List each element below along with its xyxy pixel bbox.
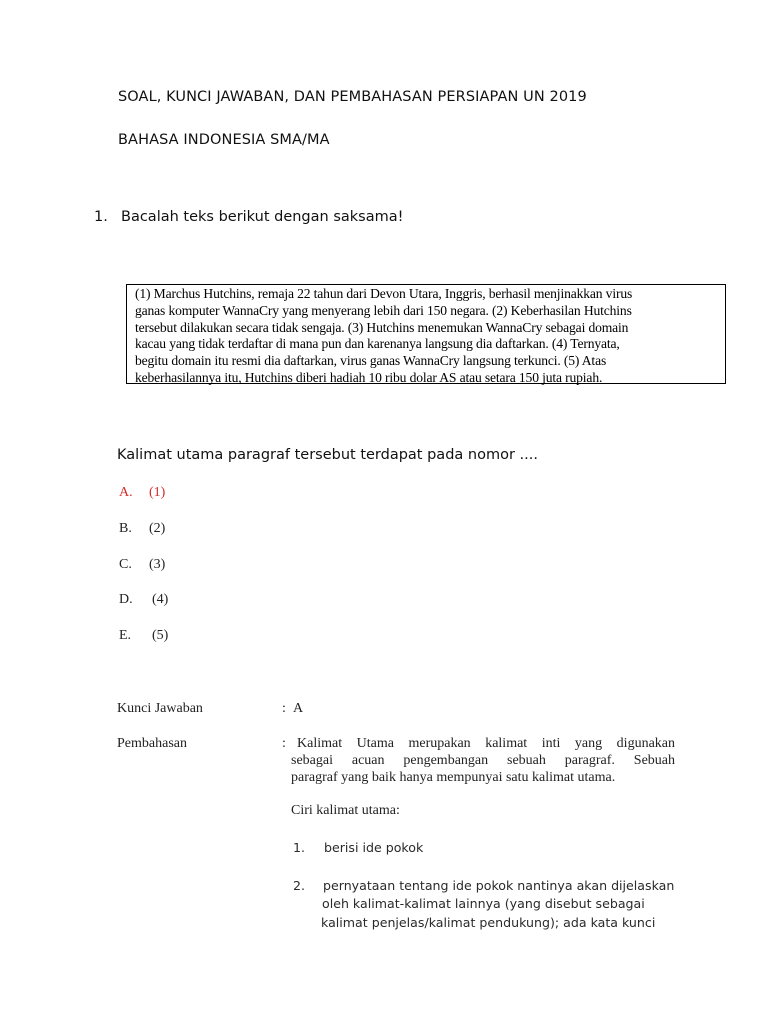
option-value: (5) bbox=[152, 628, 169, 643]
explanation-line: sebagai acuan pengembangan sebuah paragraf. Sebuah bbox=[291, 752, 675, 768]
explanation-label: Pembahasan bbox=[117, 736, 187, 751]
option-b bbox=[119, 521, 165, 537]
question-instruction-text: Bacalah teks berikut dengan saksama! bbox=[121, 209, 404, 225]
option-letter: A. bbox=[119, 485, 133, 500]
option-e bbox=[119, 628, 168, 644]
option-c bbox=[119, 557, 165, 573]
passage-box bbox=[126, 284, 726, 384]
option-a bbox=[119, 485, 165, 501]
answer-key-label: Kunci Jawaban bbox=[117, 701, 203, 716]
list-item-number: 1. bbox=[293, 840, 306, 855]
option-value: (1) bbox=[149, 485, 166, 500]
characteristics-title: Ciri kalimat utama: bbox=[291, 803, 400, 818]
option-letter: B. bbox=[119, 521, 132, 536]
document-title: SOAL, KUNCI JAWABAN, DAN PEMBAHASAN PERSIAPAN UN 2019 bbox=[118, 89, 587, 105]
question-number: 1. bbox=[94, 209, 108, 225]
passage-line: (1) Marchus Hutchins, remaja 22 tahun dari Devon Utara, Inggris, berhasil menjinakkan virus bbox=[135, 286, 633, 301]
option-d bbox=[119, 592, 168, 608]
document-subtitle: BAHASA INDONESIA SMA/MA bbox=[118, 132, 330, 148]
option-value: (2) bbox=[149, 521, 166, 536]
passage-line: kacau yang tidak terdaftar di mana pun dan karenanya langsung dia daftarkan. (4) Ternyata, bbox=[135, 336, 620, 352]
passage-line: ganas komputer WannaCry yang menyerang lebih dari 150 negara. (2) Keberhasilan Hutchins bbox=[135, 302, 632, 318]
explanation-line: Kalimat Utama merupakan kalimat inti yang digunakan bbox=[297, 736, 675, 751]
explanation-separator: : bbox=[282, 736, 286, 751]
list-item: berisi ide pokok bbox=[324, 840, 424, 855]
question-instruction bbox=[94, 209, 403, 225]
option-letter: D. bbox=[119, 592, 133, 607]
list-item-continuation: kalimat penjelas/kalimat pendukung); ada kata kunci bbox=[321, 915, 656, 930]
answer-key-value: A bbox=[293, 701, 304, 716]
option-value: (4) bbox=[152, 592, 169, 607]
option-value: (3) bbox=[149, 557, 166, 572]
passage-line: keberhasilannya itu, Hutchins diberi hadiah 10 ribu dolar AS atau setara 150 juta rupiah. bbox=[135, 369, 603, 385]
option-letter: E. bbox=[119, 628, 132, 643]
passage-line: tersebut dilakukan secara tidak sengaja. (3) Hutchins menemukan WannaCry sebagai domain bbox=[135, 319, 629, 335]
explanation-text bbox=[291, 736, 675, 786]
answer-key-separator: : bbox=[282, 701, 286, 716]
option-letter: C. bbox=[119, 557, 132, 572]
question-prompt: Kalimat utama paragraf tersebut terdapat pada nomor .... bbox=[117, 447, 538, 463]
explanation-line: paragraf yang baik hanya mempunyai satu kalimat utama. bbox=[291, 769, 616, 785]
passage-line: begitu domain itu resmi dia daftarkan, virus ganas WannaCry langsung terkunci. (5) Atas bbox=[135, 353, 607, 369]
list-item: pernyataan tentang ide pokok nantinya akan dijelaskan bbox=[323, 878, 675, 893]
list-item-number: 2. bbox=[293, 878, 306, 893]
list-item-continuation: oleh kalimat-kalimat lainnya (yang disebut sebagai bbox=[322, 896, 645, 911]
